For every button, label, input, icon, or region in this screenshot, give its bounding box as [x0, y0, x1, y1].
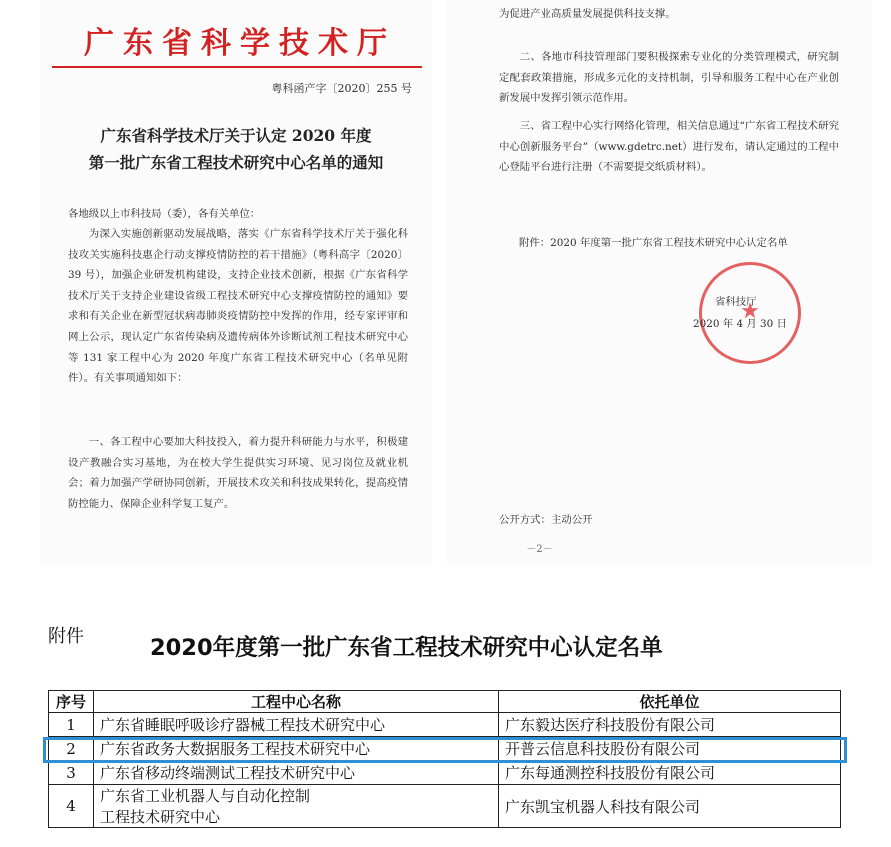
header-index: 序号	[49, 691, 94, 713]
signature: 省科技厅	[715, 296, 757, 308]
attachment-note: 附件：2020 年度第一批广东省工程技术研究中心认定名单	[519, 237, 788, 249]
row-index: 1	[49, 713, 94, 737]
notice-page-1	[40, 0, 432, 565]
letterhead-rule	[52, 66, 422, 68]
center-name: 广东省移动终端测试工程技术研究中心	[94, 761, 499, 785]
host-unit: 开普云信息科技股份有限公司	[499, 737, 841, 761]
center-name: 广东省睡眠呼吸诊疗器械工程技术研究中心	[94, 713, 499, 737]
center-name-line1: 广东省工业机器人与自动化控制	[100, 787, 311, 805]
item-3-paragraph: 三、省工程中心实行网络化管理，相关信息通过“广东省工程技术研究中心创新服务平台”（www.gdetrc.net）进行发布，请认定通过的工程中心登陆平台进行注册（不需要提交纸质材料）。	[499, 120, 839, 174]
seal-star-icon: ★	[740, 299, 760, 324]
item-2-paragraph: 二、各地市科技管理部门要积极探索专业化的分类管理模式，研究制定配套政策措施，形成多元化的支持机制，引导和服务工程中心在产业创新发展中发挥引领示范作用。	[499, 51, 839, 105]
notice-paragraph-1: 为深入实施创新驱动发展战略，落实《广东省科学技术厅关于强化科技攻关实施科技惠企行动支撑疫情防控的若干措施》（粤科高字〔2020〕39 号），加强企业研发机构建设，支持企业技术创新，根据《广东省科学技术厅关于支持企业建设省级工程技术研究中心支撑疫情防控的通知》要求和有关企业在新型冠状病毒肺炎疫情防控中发挥的作用，经专家评审和网上公示，现认定广东省传染病及遗传病体外诊断试剂工程技术研究中心等 131 家工程中心为 2020 年度广东省工程技术研究中心（名单见附件）。有关事项通知如下：	[68, 228, 408, 385]
row-index: 2	[49, 737, 94, 761]
document-number: 粤科函产字〔2020〕255 号	[271, 82, 412, 95]
notice-title-line1: 广东省科学技术厅关于认定 2020 年度	[100, 126, 372, 145]
notice-paragraph-2: 一、各工程中心要加大科技投入，着力提升科研能力与水平，积极建设产教融合实习基地，为在校大学生提供实习环境、见习岗位及就业机会；着力加强产学研协同创新，开展技术攻关和科技成果转化，提高疫情防控能力、保障企业科学复工复产。	[68, 436, 408, 510]
attachment-label: 附件	[48, 626, 84, 647]
issue-date: 2020 年 4 月 30 日	[693, 318, 787, 330]
host-unit: 广东毅达医疗科技股份有限公司	[499, 713, 841, 737]
table-row	[49, 713, 841, 737]
row-index: 4	[49, 785, 94, 828]
letterhead: 广东省科学技术厅	[84, 26, 396, 61]
row-highlight-box	[43, 737, 847, 763]
page-number: －2－	[526, 544, 553, 555]
host-unit: 广东每通测控科技股份有限公司	[499, 761, 841, 785]
table-row	[49, 761, 841, 785]
official-seal	[699, 262, 801, 364]
center-name	[94, 785, 499, 828]
salutation: 各地级以上市科技局（委），各有关单位：	[68, 208, 261, 220]
table-row	[49, 785, 841, 828]
host-unit: 广东凯宝机器人科技有限公司	[499, 785, 841, 828]
table-header-row	[49, 691, 841, 713]
center-name: 广东省政务大数据服务工程技术研究中心	[94, 737, 499, 761]
notice-page-2	[447, 0, 872, 565]
notice-title-line2: 第一批广东省工程技术研究中心名单的通知	[88, 153, 384, 172]
attachment-title: 2020年度第一批广东省工程技术研究中心认定名单	[150, 635, 663, 661]
row-index: 3	[49, 761, 94, 785]
header-host-unit: 依托单位	[499, 691, 841, 713]
center-name-line2: 工程技术研究中心	[100, 808, 221, 826]
disclosure-mode: 公开方式：主动公开	[499, 514, 593, 526]
header-center-name: 工程中心名称	[94, 691, 499, 713]
continued-paragraph: 为促进产业高质量发展提供科技支撑。	[499, 8, 676, 20]
